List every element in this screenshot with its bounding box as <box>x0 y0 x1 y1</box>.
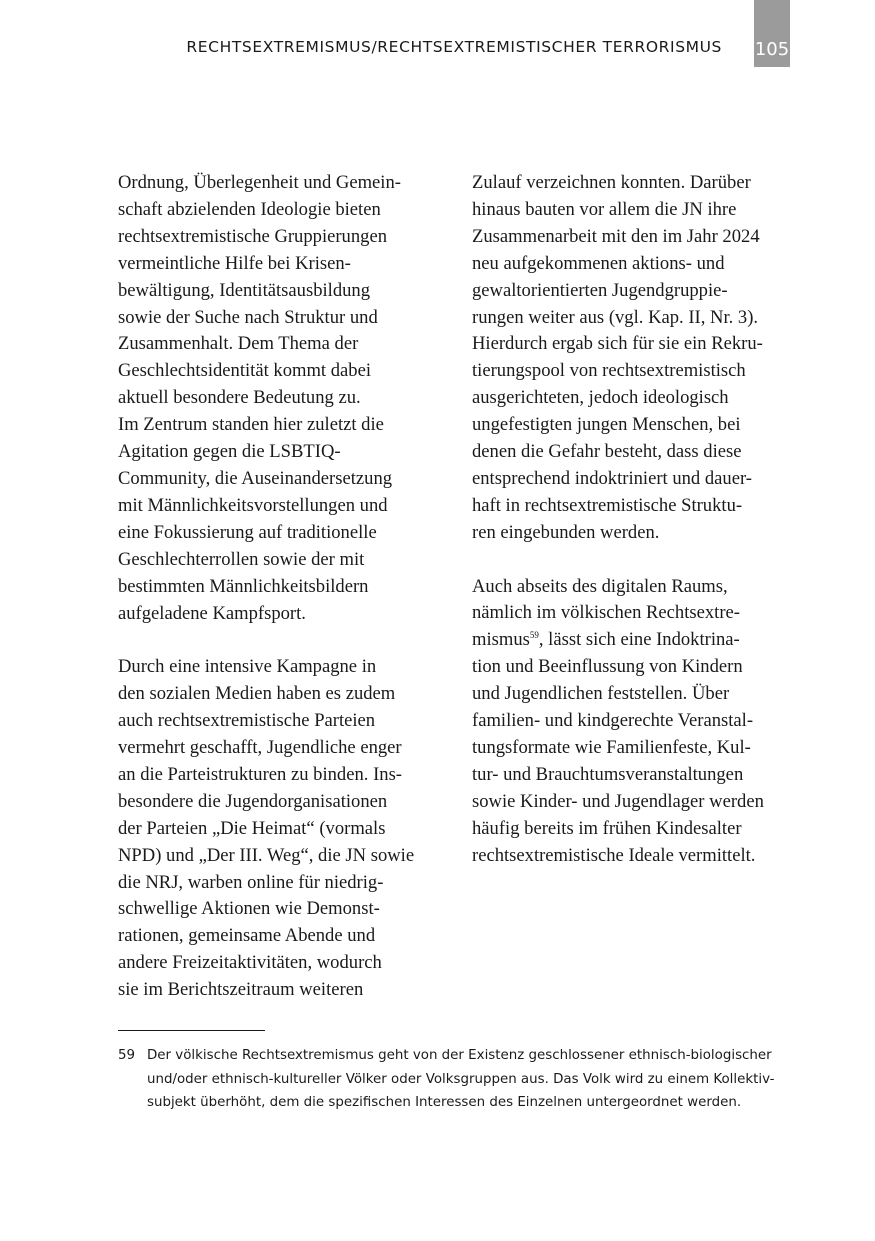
footnote-line: subjekt überhöht, dem die spezifischen Interessen des Einzelnen untergeordnet werden. <box>147 1095 742 1110</box>
text-line: Geschlechtsidentität kommt dabei <box>118 360 372 382</box>
text-line: rationen, gemeinsame Abende und <box>118 925 376 947</box>
text-line: häufig bereits im frühen Kindesalter <box>472 817 742 839</box>
text-line: mit Männlichkeitsvorstellungen und <box>118 494 388 516</box>
text-line: Community, die Auseinandersetzung <box>118 467 393 489</box>
text-line: und Jugendlichen feststellen. Über <box>472 683 730 705</box>
text-line: Ordnung, Überlegenheit und Gemein- <box>118 172 401 193</box>
text-line: Hierdurch ergab sich für sie ein Rekru- <box>472 333 763 355</box>
text-line: denen die Gefahr besteht, dass diese <box>472 441 742 463</box>
text-line: Agitation gegen die LSBTIQ- <box>118 441 341 463</box>
text-line: Durch eine intensive Kampagne in <box>118 656 377 678</box>
text-line: ausgerichteten, jedoch ideologisch <box>472 387 729 409</box>
text-line: nämlich im völkischen Rechtsextre- <box>472 602 740 624</box>
text-line: vermehrt geschafft, Jugendliche enger <box>118 737 402 759</box>
text-fragment: , lässt sich eine Indoktrina- <box>538 629 740 651</box>
text-line: sie im Berichtszeitraum weiteren <box>118 979 364 1001</box>
text-line: haft in rechtsextremistische Struktu- <box>472 494 743 516</box>
text-line: bewältigung, Identitätsausbildung <box>118 279 371 301</box>
page-number: 105 <box>754 39 790 60</box>
paragraph-gap <box>472 547 802 574</box>
text-line: Zusammenarbeit mit den im Jahr 2024 <box>472 225 760 247</box>
running-header-title: RECHTSEXTREMISMUS/RECHTSEXTREMISTISCHER TERRORISMUS <box>186 38 722 56</box>
text-line: schwellige Aktionen wie Demonst- <box>118 898 380 920</box>
text-line: vermeintliche Hilfe bei Krisen- <box>118 252 351 274</box>
text-line: neu aufgekommenen aktions- und <box>472 252 725 274</box>
footnote-divider <box>118 1030 265 1031</box>
paragraph-left-2 <box>118 654 448 1004</box>
paragraph-gap <box>118 627 448 654</box>
text-line: hinaus bauten vor allem die JN ihre <box>472 198 737 220</box>
text-line: tungsformate wie Familienfeste, Kul- <box>472 737 751 759</box>
text-line: entsprechend indoktriniert und dauer- <box>472 467 752 489</box>
text-line: andere Freizeitaktivitäten, wodurch <box>118 952 382 974</box>
text-line: Im Zentrum standen hier zuletzt die <box>118 414 384 436</box>
text-line: schaft abzielenden Ideologie bieten <box>118 198 381 220</box>
footnote-number: 59 <box>118 1048 136 1063</box>
text-line: auch rechtsextremistische Parteien <box>118 710 376 732</box>
paragraph-right-1 <box>472 170 802 547</box>
paragraph-right-2 <box>472 574 802 870</box>
paragraph-left-1 <box>118 170 448 627</box>
text-line: bestimmten Männlichkeitsbildern <box>118 575 369 597</box>
text-line: rechtsextremistische Ideale vermittelt. <box>472 844 756 866</box>
text-line: Auch abseits des digitalen Raums, <box>472 575 728 597</box>
footnote-text <box>147 1044 798 1115</box>
text-line: eine Fokussierung auf traditionelle <box>118 521 377 543</box>
text-line: ungefestigten jungen Menschen, bei <box>472 414 741 436</box>
text-line: familien- und kindgerechte Veranstal- <box>472 710 754 732</box>
page-number-tab <box>754 0 790 67</box>
text-line: die NRJ, warben online für niedrig- <box>118 871 384 893</box>
text-line: Zusammenhalt. Dem Thema der <box>118 333 359 355</box>
text-fragment: mismus <box>472 629 530 651</box>
text-line: an die Parteistrukturen zu binden. Ins- <box>118 763 402 785</box>
text-line: Geschlechterrollen sowie der mit <box>118 548 365 570</box>
text-line: aufgeladene Kampfsport. <box>118 602 306 624</box>
text-line-with-footnote-ref <box>472 627 802 654</box>
text-line: aktuell besondere Bedeutung zu. <box>118 387 361 409</box>
text-line: tion und Beeinflussung von Kindern <box>472 656 743 678</box>
text-line: sowie Kinder- und Jugendlager werden <box>472 790 764 812</box>
text-line: Zulauf verzeichnen konnten. Darüber <box>472 172 751 193</box>
text-line: tierungspool von rechtsextremistisch <box>472 360 746 382</box>
text-line: den sozialen Medien haben es zudem <box>118 683 396 705</box>
right-text-column <box>472 170 802 870</box>
footnote-line: und/oder ethnisch-kultureller Völker oder Volksgruppen aus. Das Volk wird zu einem Kollektiv- <box>147 1071 775 1087</box>
footnote-reference-59[interactable]: 59 <box>529 630 539 641</box>
text-line: gewaltorientierten Jugendgruppie- <box>472 279 728 301</box>
text-line: NPD) und „Der III. Weg“, die JN sowie <box>118 844 415 866</box>
text-line: rungen weiter aus (vgl. Kap. II, Nr. 3). <box>472 306 759 328</box>
footnote-line: Der völkische Rechtsextremismus geht von der Existenz geschlossener ethnisch-biologischer <box>147 1048 772 1063</box>
text-line: tur- und Brauchtumsveranstaltungen <box>472 763 744 785</box>
text-line: sowie der Suche nach Struktur und <box>118 306 378 328</box>
text-line: ren eingebunden werden. <box>472 521 660 543</box>
left-text-column <box>118 170 448 1004</box>
text-line: besondere die Jugendorganisationen <box>118 790 388 812</box>
footnote-59 <box>118 1044 798 1115</box>
text-line: der Parteien „Die Heimat“ (vormals <box>118 817 386 839</box>
text-line: rechtsextremistische Gruppierungen <box>118 225 388 247</box>
